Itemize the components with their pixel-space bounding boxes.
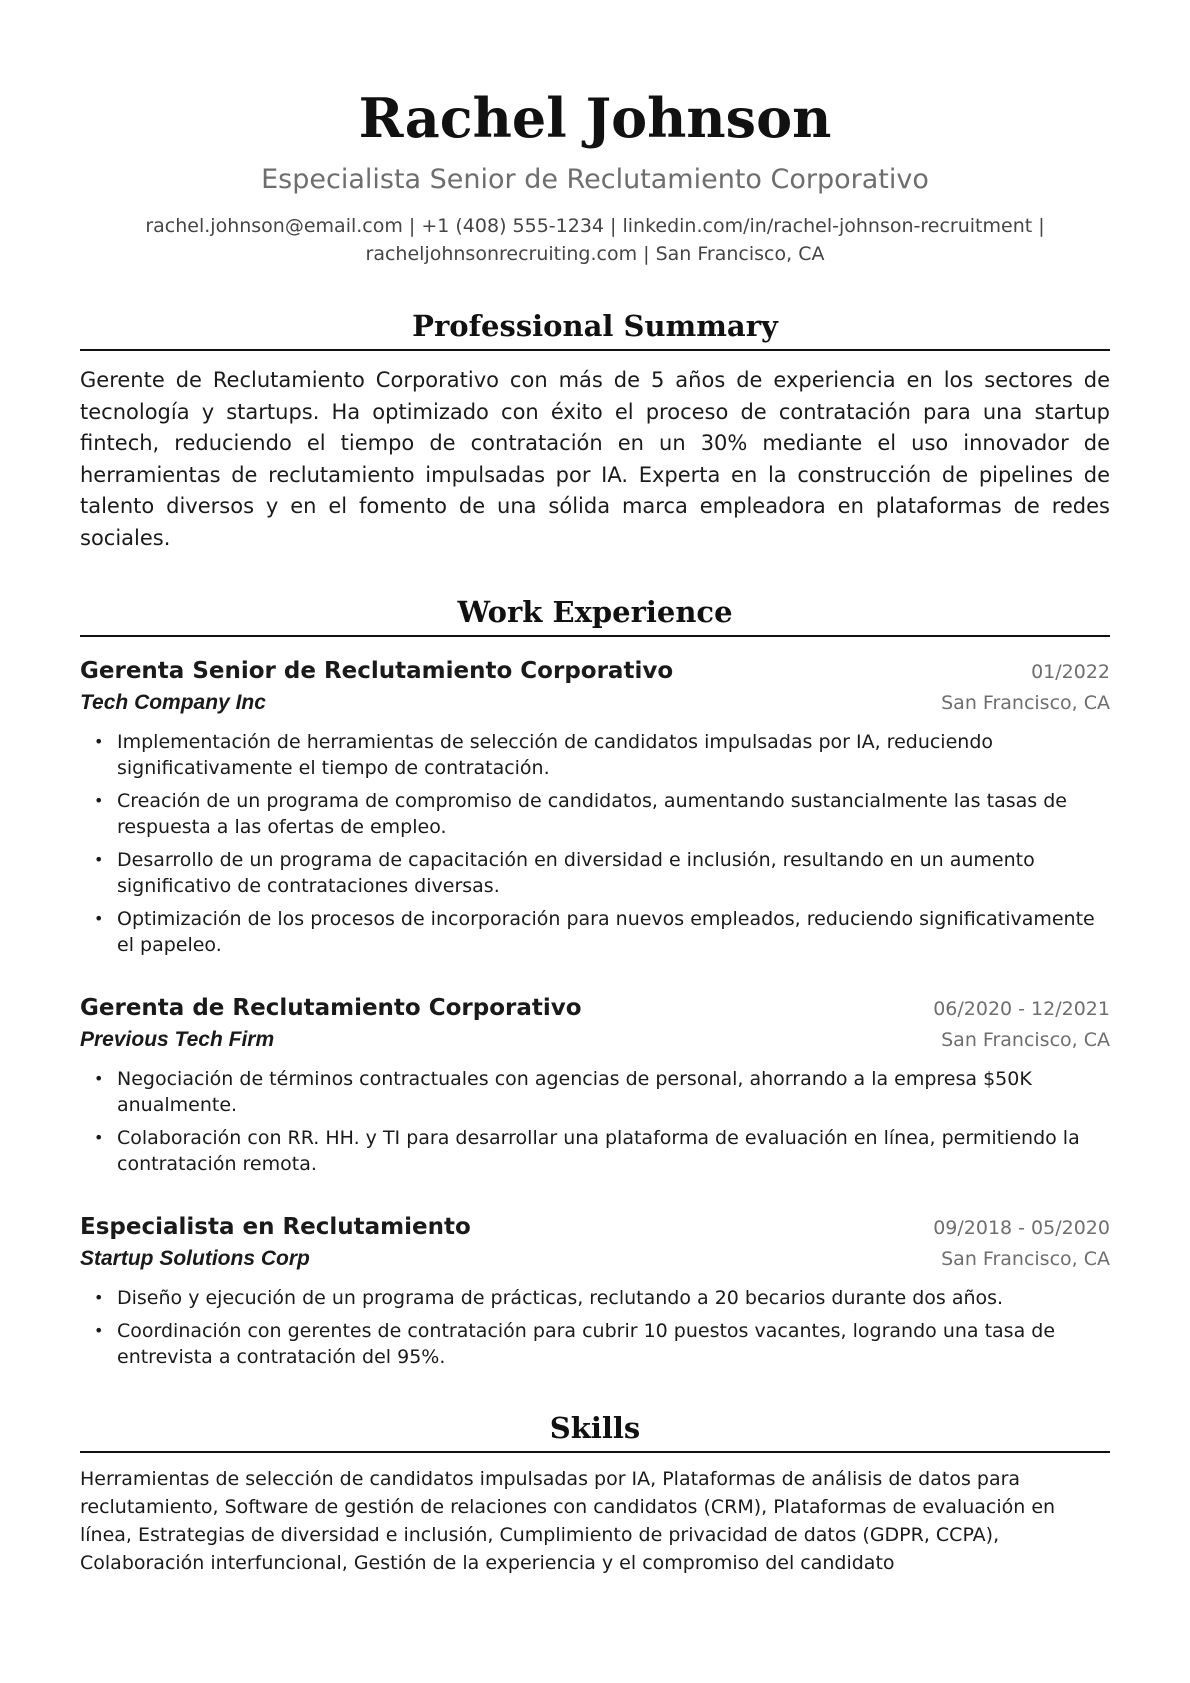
job-title: Gerenta Senior de Reclutamiento Corporativo (80, 658, 674, 684)
job-entry (80, 1211, 1110, 1370)
contact-line-2: racheljohnsonrecruiting.com | San Francisco, CA (365, 243, 825, 265)
skills-heading: Skills (80, 1408, 1110, 1453)
experience-section (80, 592, 1110, 1370)
job-location: San Francisco, CA (941, 692, 1110, 714)
candidate-headline: Especialista Senior de Reclutamiento Corporativo (261, 164, 929, 195)
job-company-row (80, 1024, 1110, 1056)
contact-info (80, 212, 1110, 268)
contact-line-1: rachel.johnson@email.com | +1 (408) 555-1234 | linkedin.com/in/rachel-johnson-recruitment | (145, 215, 1045, 237)
job-company: Tech Company Inc (80, 691, 266, 714)
job-company: Previous Tech Firm (80, 1028, 275, 1051)
candidate-name: Rachel Johnson (358, 86, 832, 150)
job-entry (80, 992, 1110, 1177)
job-bullets (80, 729, 1110, 958)
job-bullet: • Diseño y ejecución de un programa de prácticas, reclutando a 20 becarios durante dos años. (80, 1285, 1110, 1311)
skills-section (80, 1408, 1110, 1577)
job-location: San Francisco, CA (941, 1029, 1110, 1051)
job-bullet: • Coordinación con gerentes de contratación para cubrir 10 puestos vacantes, logrando una tasa de entrevista a contratación del 95%. (80, 1318, 1110, 1370)
job-bullet: • Creación de un programa de compromiso de candidatos, aumentando sustancialmente las tasas de respuesta a las ofertas de empleo. (80, 788, 1110, 840)
job-title: Gerenta de Reclutamiento Corporativo (80, 995, 582, 1021)
job-company-row (80, 1243, 1110, 1275)
job-header-row (80, 655, 1110, 687)
summary-heading: Professional Summary (80, 306, 1110, 351)
experience-heading: Work Experience (80, 592, 1110, 637)
job-bullet: • Colaboración con RR. HH. y TI para desarrollar una plataforma de evaluación en línea, permitiendo la contratación remota. (80, 1125, 1110, 1177)
job-date: 06/2020 - 12/2021 (933, 998, 1110, 1020)
job-bullets (80, 1066, 1110, 1177)
job-title: Especialista en Reclutamiento (80, 1214, 471, 1240)
job-header-row (80, 1211, 1110, 1243)
summary-text: Gerente de Reclutamiento Corporativo con más de 5 años de experiencia en los sectores de tecnología y startups. Ha optimizado con éxito el proceso de contratación para una startup fintech, reduciendo el tiempo de contratación en un 30% mediante el uso innovador de herramientas de reclutamiento impulsadas por IA. Experta en la construcción de pipelines de talento diversos y en el fomento de una sólida marca empleadora en plataformas de redes sociales. (80, 368, 1110, 550)
job-bullet: • Desarrollo de un programa de capacitación en diversidad e inclusión, resultando en un aumento significativo de contrataciones diversas. (80, 847, 1110, 899)
job-location: San Francisco, CA (941, 1248, 1110, 1270)
job-bullets (80, 1285, 1110, 1370)
job-entry (80, 655, 1110, 958)
job-date: 01/2022 (1031, 661, 1110, 683)
summary-section (80, 306, 1110, 554)
job-bullet: • Implementación de herramientas de selección de candidatos impulsadas por IA, reduciendo significativamente el tiempo de contratación. (80, 729, 1110, 781)
skills-text: Herramientas de selección de candidatos impulsadas por IA, Plataformas de análisis de datos para reclutamiento, Software de gestión de relaciones con candidatos (CRM), Plataformas de evaluación en línea, Estrategias de diversidad e inclusión, Cumplimiento de privacidad de datos (GDPR, CCPA), Colaboración interfuncional, Gestión de la experiencia y el compromiso del candidato (80, 1468, 1056, 1574)
job-bullet: • Optimización de los procesos de incorporación para nuevos empleados, reduciendo significativamente el papeleo. (80, 906, 1110, 958)
job-header-row (80, 992, 1110, 1024)
job-bullet: • Negociación de términos contractuales con agencias de personal, ahorrando a la empresa $50K anualmente. (80, 1066, 1110, 1118)
job-date: 09/2018 - 05/2020 (933, 1217, 1110, 1239)
job-company-row (80, 687, 1110, 719)
job-company: Startup Solutions Corp (80, 1247, 310, 1270)
